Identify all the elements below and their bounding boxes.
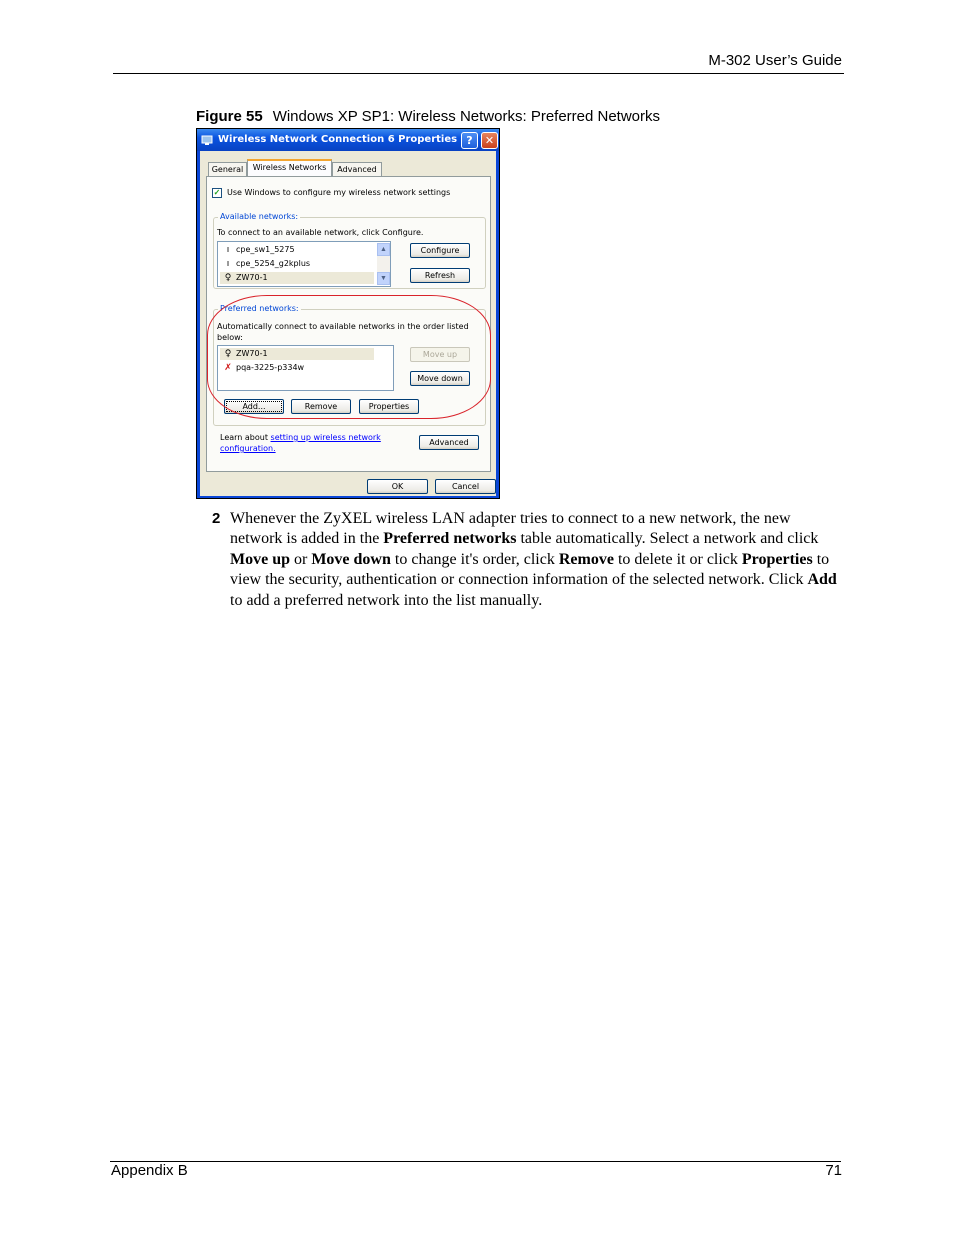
network-name: ZW70-1 <box>236 273 268 282</box>
tab-wireless-networks[interactable]: Wireless Networks <box>247 159 332 176</box>
antenna-icon: ı <box>226 259 230 269</box>
learn-about-text: Learn about setting up wireless network <box>220 433 381 442</box>
term-move-up: Move up <box>230 550 290 568</box>
header-rule <box>113 73 844 74</box>
ok-button[interactable]: OK <box>367 479 428 494</box>
available-list-scrollbar[interactable] <box>377 243 390 285</box>
remove-button[interactable]: Remove <box>291 399 351 414</box>
configure-button[interactable]: Configure <box>410 243 470 258</box>
step-number: 2 <box>212 510 221 527</box>
term-remove: Remove <box>558 550 614 568</box>
add-button[interactable]: Add... <box>224 399 284 414</box>
footer-section: Appendix B <box>111 1162 188 1179</box>
dialog-title: Wireless Network Connection 6 Properties <box>218 134 458 145</box>
preferred-instruction-line1: Automatically connect to available networks in the order listed <box>217 322 469 331</box>
highlight-ellipse <box>207 295 491 419</box>
network-name: pqa-3225-p334w <box>236 363 305 372</box>
refresh-button[interactable]: Refresh <box>410 268 470 283</box>
figure-label: Figure 55 <box>196 108 263 125</box>
move-down-button[interactable]: Move down <box>410 371 470 386</box>
configuration-link[interactable]: configuration. <box>220 444 276 453</box>
term-move-down: Move down <box>311 550 391 568</box>
advanced-button[interactable]: Advanced <box>419 435 479 450</box>
antenna-icon: ı <box>226 245 230 255</box>
preferred-networks-legend: Preferred networks: <box>220 304 299 313</box>
tab-advanced[interactable]: Advanced <box>332 162 382 176</box>
term-add: Add <box>807 571 837 589</box>
network-name: cpe_sw1_5275 <box>236 245 295 254</box>
network-name: ZW70-1 <box>236 349 268 358</box>
available-instruction: To connect to an available network, click Configure. <box>217 228 424 237</box>
figure-caption <box>196 108 660 125</box>
move-up-button[interactable]: Move up <box>410 347 470 362</box>
setup-wireless-link[interactable]: setting up wireless network <box>270 433 381 442</box>
preferred-network-icon: ♀ <box>224 273 232 283</box>
cancel-button[interactable]: Cancel <box>435 479 496 494</box>
available-networks-legend: Available networks: <box>220 212 299 221</box>
network-connection-icon <box>201 134 213 146</box>
list-item[interactable] <box>220 244 374 256</box>
network-name: cpe_5254_g2kplus <box>236 259 311 268</box>
figure-caption-text: Windows XP SP1: Wireless Networks: Preferred Networks <box>272 108 661 125</box>
help-button[interactable]: ? <box>461 132 478 149</box>
list-item[interactable] <box>220 272 374 284</box>
available-networks-group <box>213 212 486 289</box>
term-preferred-networks: Preferred networks <box>383 530 517 548</box>
available-networks-list[interactable] <box>217 241 391 287</box>
scroll-up-arrow-icon[interactable]: ▲ <box>377 243 390 256</box>
term-properties: Properties <box>741 550 813 568</box>
page-number: 71 <box>825 1162 842 1179</box>
preferred-network-icon: ♀ <box>224 349 232 359</box>
list-item[interactable] <box>220 258 374 270</box>
body-paragraph: Whenever the ZyXEL wireless LAN adapter tries to connect to a new network, the new network is added in the Preferred networks table automatically. Select a network and click Move up or Move down to change it's order, click Remove to delete it or click Properties to view the security, authentication or connection information of the selected network. Click Add to add a preferred network into the list manually. <box>230 510 837 609</box>
scroll-down-arrow-icon[interactable]: ▼ <box>377 272 390 285</box>
dialog-titlebar[interactable] <box>197 129 499 151</box>
page-header-title: M-302 User’s Guide <box>708 52 842 69</box>
preferred-instruction-line2: below: <box>217 333 243 342</box>
footer-rule <box>110 1161 841 1162</box>
unavailable-network-icon: ✗ <box>224 363 232 373</box>
use-windows-label: Use Windows to configure my wireless network settings <box>227 188 451 197</box>
use-windows-checkbox[interactable]: ✓ <box>213 188 221 197</box>
tab-general[interactable]: General <box>208 162 247 176</box>
properties-button[interactable]: Properties <box>359 399 419 414</box>
close-button[interactable]: ✕ <box>481 132 498 149</box>
